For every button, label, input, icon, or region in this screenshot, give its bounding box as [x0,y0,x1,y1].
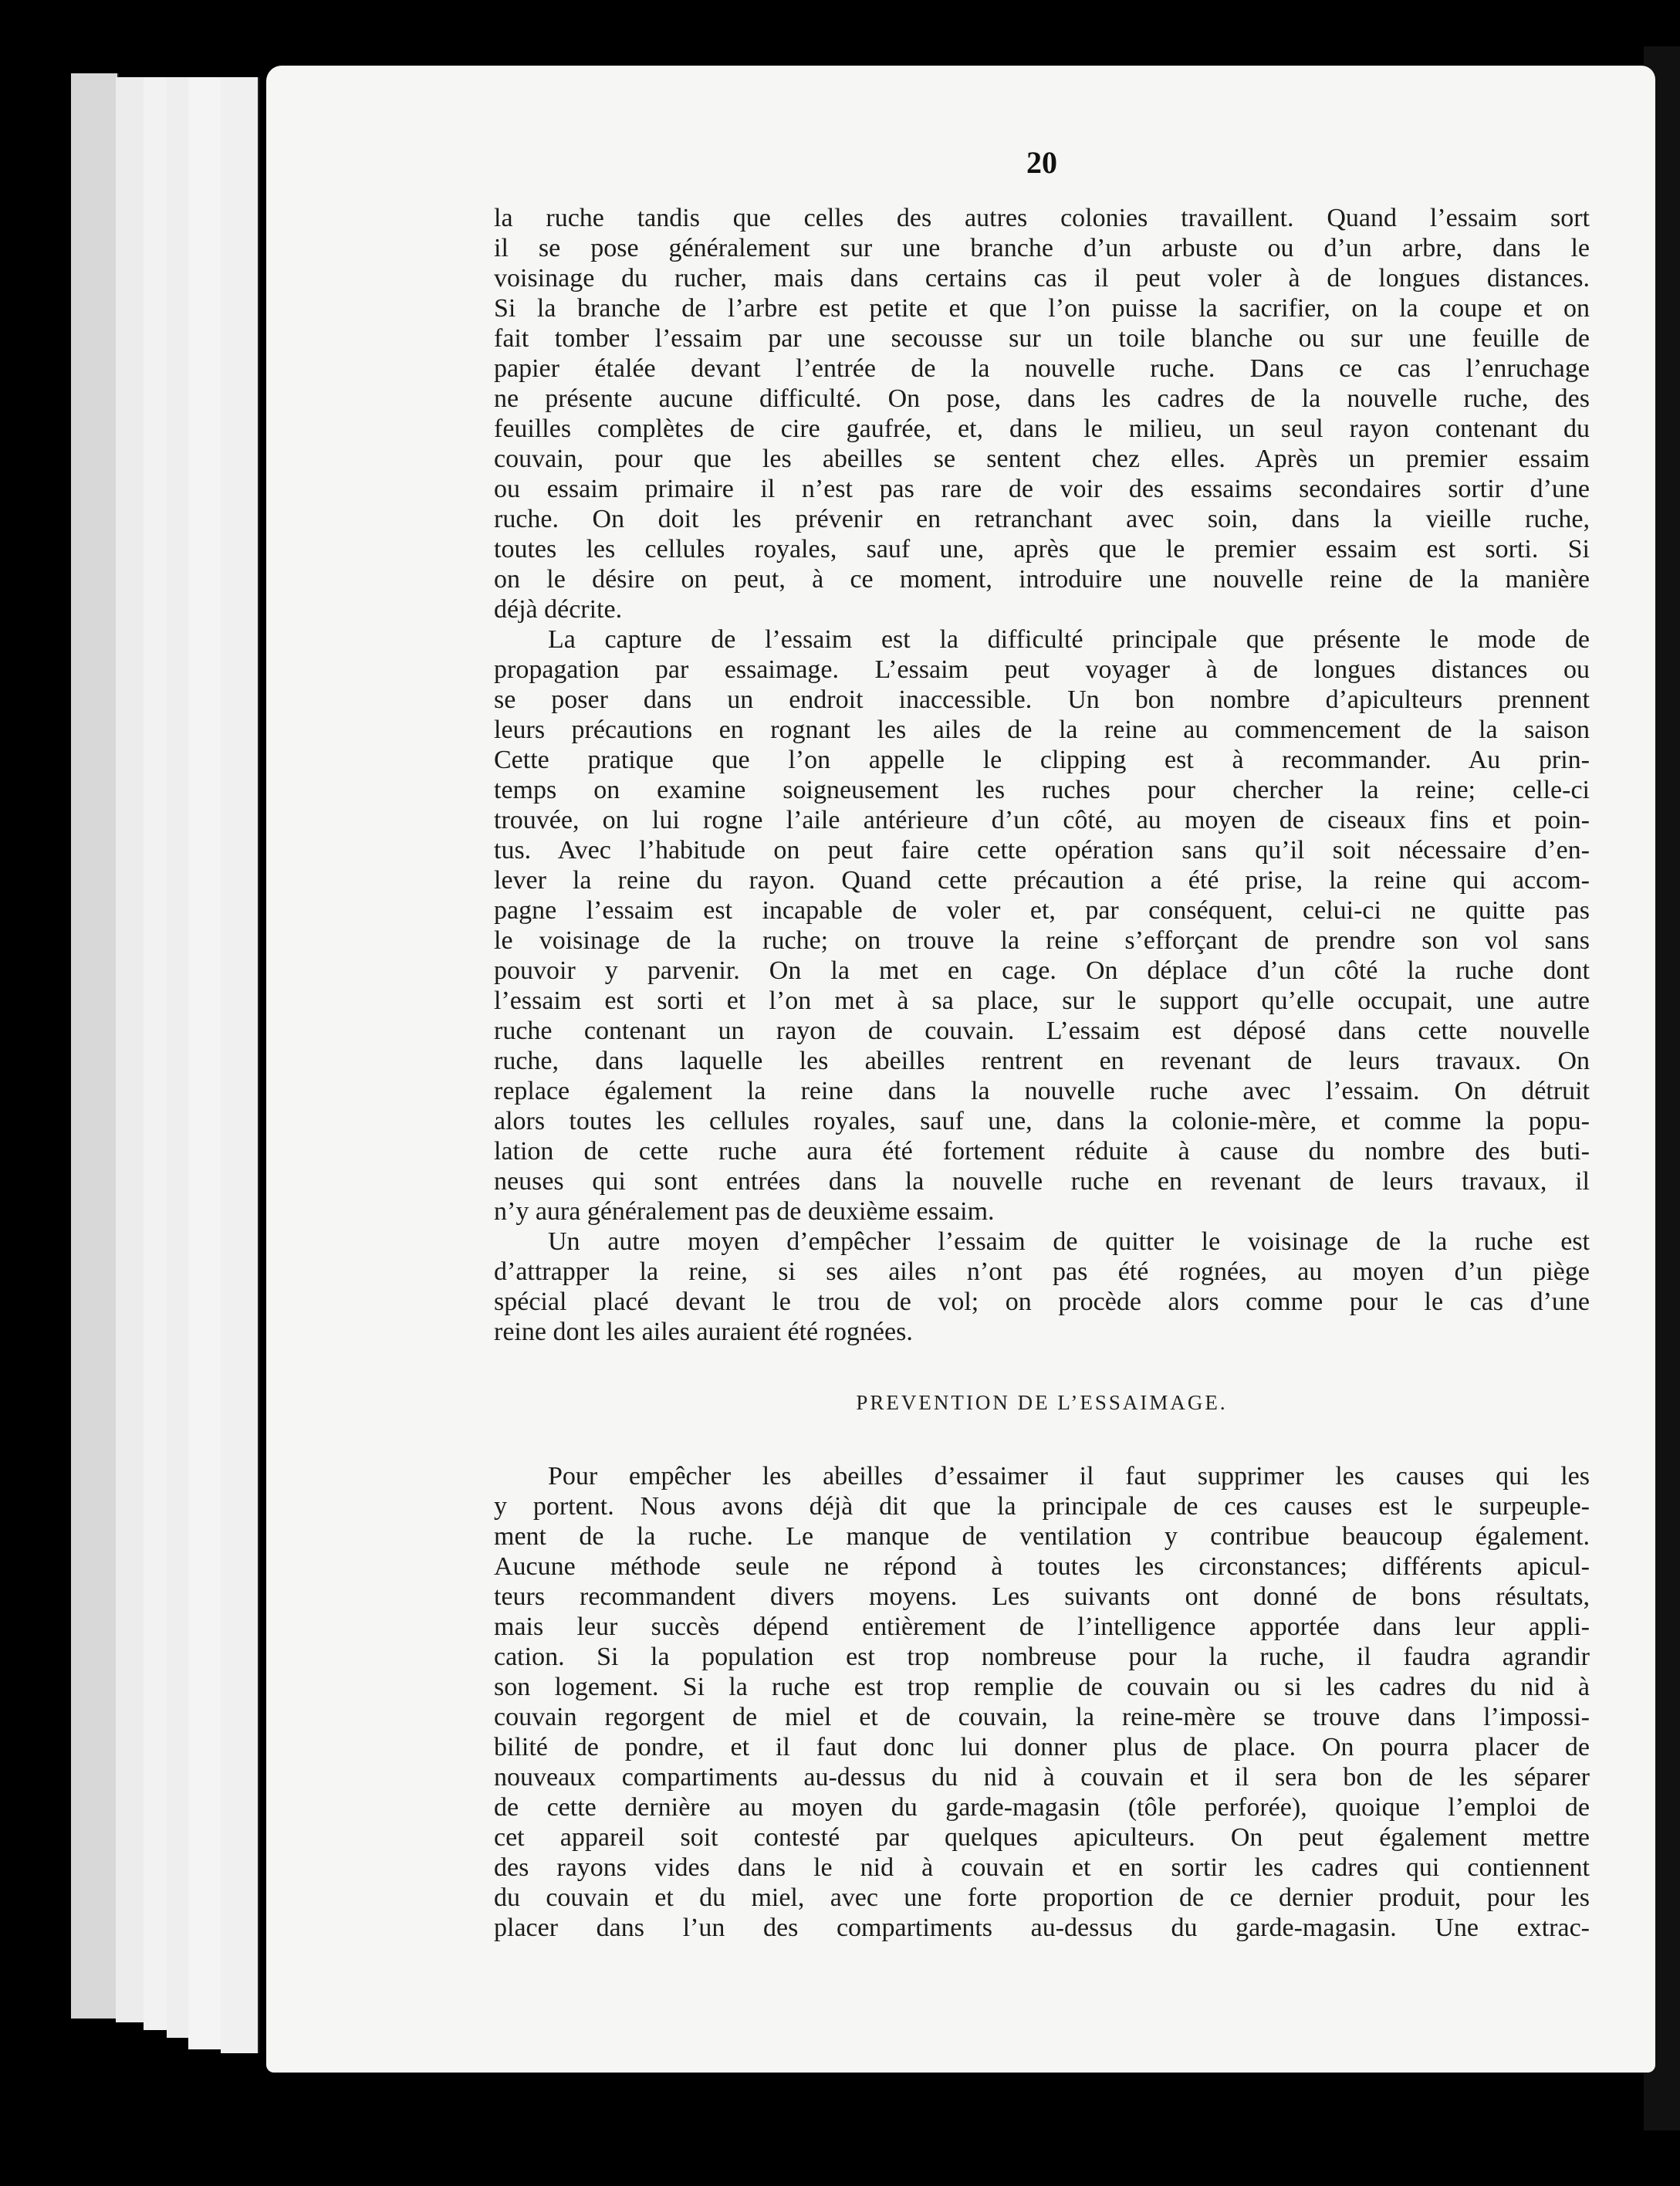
text-line: pouvoir y parvenir. On la met en cage. On déplace d’un côté la ruche dont [494,956,1590,985]
page-number: 20 [1026,145,1057,180]
text-line: trouvée, on lui rogne l’aile antérieure d’un côté, au moyen de ciseaux fins et poin- [494,806,1590,834]
text-line: teurs recommandent divers moyens. Les suivants ont donné de bons résultats, [494,1582,1590,1611]
text-line: nouveaux compartiments au-dessus du nid à couvain et il sera bon de les séparer [494,1763,1590,1792]
text-line: placer dans l’un des compartiments au-dessus du garde-magasin. Une extrac- [494,1914,1590,1942]
text-line: cation. Si la population est trop nombreuse pour la ruche, il faudra agrandir [494,1643,1590,1671]
text-line: déjà décrite. [494,595,623,624]
paragraph-2 [494,624,1590,1227]
page-edge [188,77,224,2049]
page-edge [144,77,170,2030]
text-line: ruche, dans laquelle les abeilles rentrent en revenant de leurs travaux. On [494,1047,1590,1075]
text-line: ne présente aucune difficulté. On pose, dans les cadres de la nouvelle ruche, des [494,384,1590,413]
text-line: lation de cette ruche aura été fortement réduite à cause du nombre des buti- [494,1137,1590,1166]
text-line: n’y aura généralement pas de deuxième essaim. [494,1197,995,1226]
page-edge [71,73,119,2018]
text-line: La capture de l’essaim est la difficulté principale que présente le mode de [548,625,1590,654]
text-line: Pour empêcher les abeilles d’essaimer il faut supprimer les causes qui les [548,1462,1590,1491]
text-line: neuses qui sont entrées dans la nouvelle ruche en revenant de leurs travaux, il [494,1167,1590,1196]
text-line: Cette pratique que l’on appelle le clipping est à recommander. Au prin- [494,746,1590,774]
book-page [266,66,1655,2073]
text-line: le voisinage de la ruche; on trouve la reine s’efforçant de prendre son vol sans [494,926,1590,955]
text-line: leurs précautions en rognant les ailes de la reine au commencement de la saison [494,716,1590,744]
text-line: du couvain et du miel, avec une forte proportion de ce dernier produit, pour les [494,1883,1590,1912]
text-line: couvain regorgent de miel et de couvain, la reine-mère se trouve dans l’impossi- [494,1703,1590,1731]
text-line: tus. Avec l’habitude on peut faire cette opération sans qu’il soit nécessaire d’en- [494,836,1590,865]
paragraph-3 [494,1227,1590,1347]
text-line: feuilles complètes de cire gaufrée, et, dans le milieu, un seul rayon contenant du [494,415,1590,443]
text-line: reine dont les ailes auraient été rognées. [494,1318,913,1346]
text-line: Aucune méthode seule ne répond à toutes les circonstances; différents apicul- [494,1552,1590,1581]
text-line: temps on examine soigneusement les ruches pour chercher la reine; celle-ci [494,776,1590,804]
text-line: voisinage du rucher, mais dans certains cas il peut voler à de longues distances. [494,264,1590,293]
page-edge [116,77,147,2022]
text-line: propagation par essaimage. L’essaim peut voyager à de longues distances ou [494,655,1590,684]
text-line: ruche. On doit les prévenir en retranchant avec soin, dans la vieille ruche, [494,505,1590,533]
text-line: y portent. Nous avons déjà dit que la principale de ces causes est le surpeuple- [494,1492,1590,1521]
section-heading: PREVENTION DE L’ESSAIMAGE. [856,1391,1228,1414]
text-line: ou essaim primaire il n’est pas rare de voir des essaims secondaires sortir d’une [494,475,1590,503]
text-line: bilité de pondre, et il faut donc lui donner plus de place. On pourra placer de [494,1733,1590,1761]
text-line: des rayons vides dans le nid à couvain et en sortir les cadres qui contiennent [494,1853,1590,1882]
text-line: ment de la ruche. Le manque de ventilation y contribue beaucoup également. [494,1522,1590,1551]
paragraph-1 [494,203,1590,624]
text-line: Si la branche de l’arbre est petite et que l’on puisse la sacrifier, on la coupe et on [494,294,1590,323]
text-block [494,203,1590,1943]
text-line: replace également la reine dans la nouvelle ruche avec l’essaim. On détruit [494,1077,1590,1105]
text-line: spécial placé devant le trou de vol; on procède alors comme pour le cas d’une [494,1288,1590,1316]
page-edge [221,77,259,2053]
text-line: papier étalée devant l’entrée de la nouvelle ruche. Dans ce cas l’enruchage [494,354,1590,383]
text-line: de cette dernière au moyen du garde-magasin (tôle perforée), quoique l’emploi de [494,1793,1590,1822]
text-line: pagne l’essaim est incapable de voler et, par conséquent, celui-ci ne quitte pas [494,896,1590,925]
text-line: il se pose généralement sur une branche d’un arbuste ou d’un arbre, dans le [494,234,1590,262]
text-line: la ruche tandis que celles des autres colonies travaillent. Quand l’essaim sort [494,204,1590,232]
text-line: son logement. Si la ruche est trop remplie de couvain ou si les cadres du nid à [494,1673,1590,1701]
text-line: couvain, pour que les abeilles se sentent chez elles. Après un premier essaim [494,445,1590,473]
text-line: Un autre moyen d’empêcher l’essaim de quitter le voisinage de la ruche est [548,1227,1590,1256]
text-line: lever la reine du rayon. Quand cette précaution a été prise, la reine qui accom- [494,866,1590,895]
text-line: fait tomber l’essaim par une secousse sur un toile blanche ou sur une feuille de [494,324,1590,353]
text-line: cet appareil soit contesté par quelques apiculteurs. On peut également mettre [494,1823,1590,1852]
text-line: on le désire on peut, à ce moment, introduire une nouvelle reine de la manière [494,565,1590,594]
text-line: se poser dans un endroit inaccessible. Un bon nombre d’apiculteurs prennent [494,685,1590,714]
text-line: d’attrapper la reine, si ses ailes n’ont pas été rognées, au moyen d’un piège [494,1257,1590,1286]
text-line: mais leur succès dépend entièrement de l’intelligence apportée dans leur appli- [494,1612,1590,1641]
text-line: alors toutes les cellules royales, sauf une, dans la colonie-mère, et comme la popu- [494,1107,1590,1135]
paragraph-4 [494,1461,1590,1943]
text-line: toutes les cellules royales, sauf une, après que le premier essaim est sorti. Si [494,535,1590,563]
text-line: l’essaim est sorti et l’on met à sa place, sur le support qu’elle occupait, une autre [494,986,1590,1015]
text-line: ruche contenant un rayon de couvain. L’essaim est déposé dans cette nouvelle [494,1017,1590,1045]
